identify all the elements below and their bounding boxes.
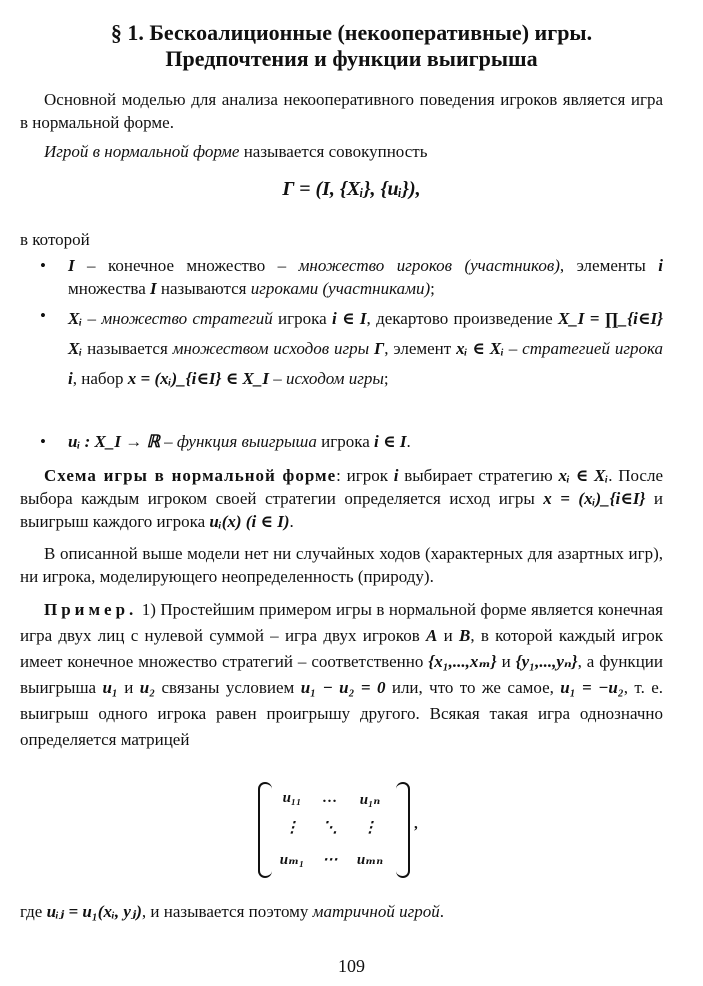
text-span: , а функции выигрыша — [20, 652, 663, 697]
symbol-i-in-I: i ∈ I — [374, 432, 407, 451]
definition-rest: называется совокупность — [239, 142, 428, 161]
bullet-payoff — [40, 430, 663, 454]
symbol-I: I — [68, 256, 75, 275]
symbol-i: i — [658, 256, 663, 275]
symbol-x-outcome: x = (xᵢ)_{i∈I} ∈ X_I — [127, 369, 269, 388]
term-players-set: множество игроков (участников) — [298, 256, 560, 275]
bullet-players — [40, 254, 663, 300]
matrix-cell: u₁ₙ — [359, 792, 381, 808]
game-formula: Γ = (I, {Xᵢ}, {uᵢ}), — [282, 178, 421, 200]
symbol-xi: xᵢ ∈ Xᵢ — [558, 466, 609, 485]
matrix-left-bracket — [258, 782, 272, 878]
text-span: , т. е. выигрыш одного игрока равен проигрышу другого. Всякая такая игра однозначно определяется матрицей — [20, 678, 664, 749]
symbol-A: A — [426, 626, 438, 645]
matrix-cell: u₁₁ — [282, 790, 302, 806]
matrix-cell: uₘₙ — [356, 852, 384, 868]
text-span: , элементы — [559, 256, 659, 275]
zero-sum-condition: u₁ − u₂ = 0 — [300, 678, 386, 697]
cartesian-product: X_I = ∏_{i∈I} Xᵢ — [68, 309, 663, 358]
text-span: множества — [68, 279, 150, 298]
example-label: Пример. — [44, 600, 138, 619]
text-span: или, что то же самое, — [385, 678, 561, 697]
text-span: , декартово произведение — [366, 309, 558, 328]
page-number: 109 — [338, 956, 365, 976]
symbol-u2: u₂ — [139, 678, 156, 697]
intro-paragraph: Основной моделью для анализа некооперативного поведения игроков является игра в нормальной форме. — [20, 90, 663, 132]
symbol-xi: xᵢ ∈ Xᵢ — [456, 339, 504, 358]
matrix-right-bracket — [396, 782, 410, 878]
matrix-cell: … — [322, 790, 338, 806]
symbol-x-outcome: x = (xᵢ)_{i∈I} — [543, 489, 646, 508]
bullet-players-text — [68, 254, 663, 300]
symbol-u1: u₁ — [102, 678, 118, 697]
text-span: игрока — [272, 309, 332, 328]
symbol-I: I — [150, 279, 157, 298]
text-span: и — [117, 678, 140, 697]
symbol-i-in-I: i ∈ I — [331, 309, 367, 328]
bullet-dot: • — [40, 256, 46, 275]
section-title-line1: § 1. Бескоалиционные (некооперативные) игры. — [110, 20, 593, 45]
scheme-paragraph — [20, 464, 663, 533]
text-span: . — [439, 902, 444, 921]
definition-term: Игрой в нормальной форме — [44, 142, 240, 161]
text-span: называется — [82, 339, 173, 358]
text-span: , в которой каждый игрок имеет конечное множество стратегий – соответственно — [20, 626, 663, 671]
scheme-label: Схема игры в нормальной форме — [44, 466, 337, 485]
symbol-gamma: Γ — [369, 339, 385, 358]
text-span: связаны условием — [155, 678, 301, 697]
section-title-line2: Предпочтения и функции выигрыша — [165, 46, 538, 71]
text-span: , и называется поэтому — [141, 902, 313, 921]
symbol-i: i — [393, 466, 399, 485]
text-span: 1) Простейшим примером игры в нормальной форме является конечная игра двух лиц с нулевой суммой – игра двух игроков — [20, 600, 663, 645]
definition-after: в которой — [20, 230, 90, 249]
text-span: где — [20, 902, 47, 921]
bullet-dot: • — [40, 306, 46, 325]
example-paragraph — [20, 597, 663, 753]
text-span: , набор — [72, 369, 128, 388]
bullet-dot: • — [40, 432, 46, 451]
text-span: называются — [156, 279, 251, 298]
text-span: и — [496, 652, 516, 671]
remark-paragraph: В описанной выше модели нет ни случайных ходов (характерных для азартных игр), ни игрока, моделирующего неопределенность (природу). — [20, 544, 663, 586]
term-strategy-set: – множество стратегий — [82, 309, 273, 328]
text-span: . — [406, 432, 411, 451]
matrix-cell: ⋱ — [322, 820, 338, 836]
symbol-i: i — [68, 369, 73, 388]
matrix-cell: uₘ₁ — [279, 852, 305, 868]
symbol-uij: uᵢⱼ = u₁(xᵢ, yⱼ) — [46, 902, 142, 921]
symbol-B: B — [459, 626, 471, 645]
closing-paragraph — [20, 900, 663, 923]
text-span: игрока — [316, 432, 375, 451]
matrix-cell: ⋮ — [284, 820, 300, 836]
text-span: . — [289, 512, 294, 531]
text-span: и выигрыш каждого игрока — [20, 489, 663, 531]
symbol-ui: uᵢ : X_I → ℝ — [68, 432, 160, 451]
matrix-comma: , — [414, 816, 418, 832]
matrix-cell: ⋮ — [362, 820, 378, 836]
text-span: ; — [430, 279, 435, 298]
bullet-strategies — [40, 304, 663, 424]
matrix-cell: ⋯ — [322, 852, 338, 868]
text-span: и — [437, 626, 459, 645]
text-span: : игрок — [336, 466, 394, 485]
term-strategy: – стратегией игрока — [503, 339, 663, 358]
term-payoff-function: – функция выигрыша — [159, 432, 317, 451]
text-span: ; — [383, 369, 389, 388]
strategy-set-y: {y₁,...,yₙ} — [515, 652, 578, 671]
term-outcome: – исходом игры — [268, 369, 384, 388]
text-span: . После выбора каждым игроком своей стратегии определяется исход игры — [20, 466, 664, 508]
term-players: игроками (участниками) — [250, 279, 431, 298]
symbol-Xi: Xᵢ — [68, 309, 83, 328]
text-span: , элемент — [384, 339, 457, 358]
symbol-ui-x: uᵢ(x) (i ∈ I) — [209, 512, 290, 531]
text-span: выбирает стратегию — [398, 466, 559, 485]
text-span: – конечное множество – — [74, 256, 299, 275]
term-matrix-game: матричной игрой — [312, 902, 440, 921]
payoff-matrix — [258, 782, 428, 878]
strategy-set-x: {x₁,...,xₘ} — [428, 652, 497, 671]
bullet-payoff-text — [68, 430, 663, 453]
term-outcome-set: множеством исходов игры — [172, 339, 370, 358]
zero-sum-equivalent: u₁ = −u₂ — [560, 678, 624, 697]
bullet-strategies-text — [68, 304, 663, 394]
definition-paragraph — [20, 140, 663, 163]
